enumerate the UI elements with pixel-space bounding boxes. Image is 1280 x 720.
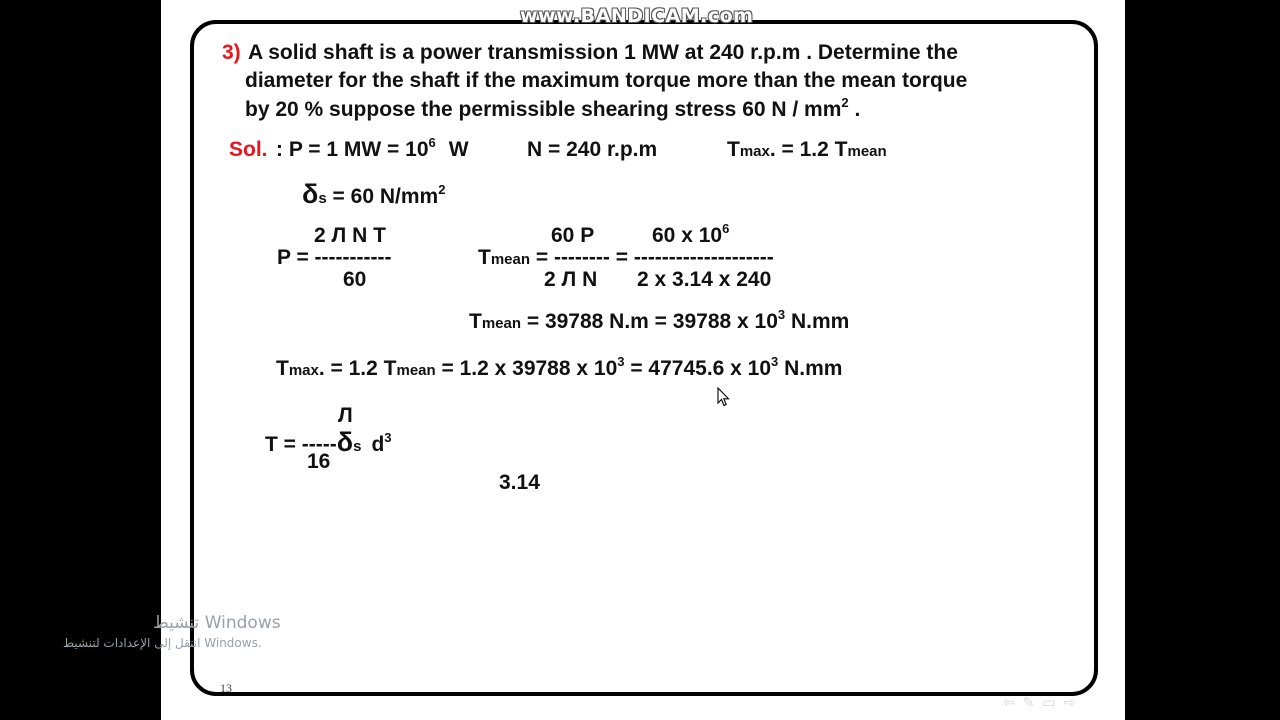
prev-arrow-icon[interactable]: ⇦ (1003, 694, 1023, 710)
problem-line-2: diameter for the shaft if the maximum torque more than the mean torque (245, 69, 968, 92)
tmax-result: Tmax. = 1.2 Tmean = 1.2 x 39788 x $10^3 = 47745.6$ x $10^3$ N.mm (276, 354, 843, 380)
bandicam-watermark: www.BANDICAM.com (520, 5, 754, 27)
tmean-denominator-2: 2 x 3.14 x 240 (637, 268, 772, 291)
next-arrow-icon[interactable]: ⇨ (1063, 694, 1084, 710)
problem-line-3: by 20 % suppose the permissible shearing stress 60 N / $mm^2$ . (245, 95, 861, 121)
torsion-denominator: 16 (307, 450, 331, 473)
windows-activation-subtitle: انتقل إلى الإعدادات لتنشيط Windows. (63, 636, 262, 650)
power-numerator: 2 Л N T (314, 224, 386, 247)
slide-nav-controls[interactable] (1003, 694, 1083, 711)
given-tmax: Tmax. = 1.2 Tmean (727, 138, 887, 161)
pen-icon[interactable]: ✎ (1022, 694, 1043, 710)
menu-icon[interactable]: ▭ (1042, 694, 1064, 710)
tmean-result: Tmean = 39788 N.m = 39788 x $10^3$ N.mm (469, 307, 850, 333)
pi-value: 3.14 (499, 471, 540, 494)
torsion-pi: Л (338, 404, 353, 427)
problem-number: 3) (222, 41, 241, 64)
problem-line-1: A solid shaft is a power transmission 1 MW at 240 r.p.m . Determine the (248, 41, 958, 64)
mouse-cursor-icon (717, 387, 731, 407)
solution-label: Sol. (229, 138, 268, 161)
windows-activation-title: تنشيط Windows (153, 613, 281, 633)
given-power: : P = 1 MW = $10^6$ W (276, 135, 469, 161)
power-lhs: P = ----------- (277, 246, 392, 269)
power-denominator: 60 (343, 268, 367, 291)
tmean-numerator-1: 60 P (551, 224, 595, 247)
given-speed: N = 240 r.p.m (527, 138, 658, 161)
tmean-lhs: Tmean = -------- = -------------------- (478, 246, 774, 269)
tmean-denominator-1: 2 Л N (544, 268, 598, 291)
given-stress: δs = 60 $N/mm^2$ (302, 179, 446, 209)
tmean-numerator-2: 60 x $10^6$ (652, 221, 730, 247)
torsion-equation: T = -----δs $d^3$ (265, 427, 392, 457)
page-number: 13 (220, 681, 232, 695)
